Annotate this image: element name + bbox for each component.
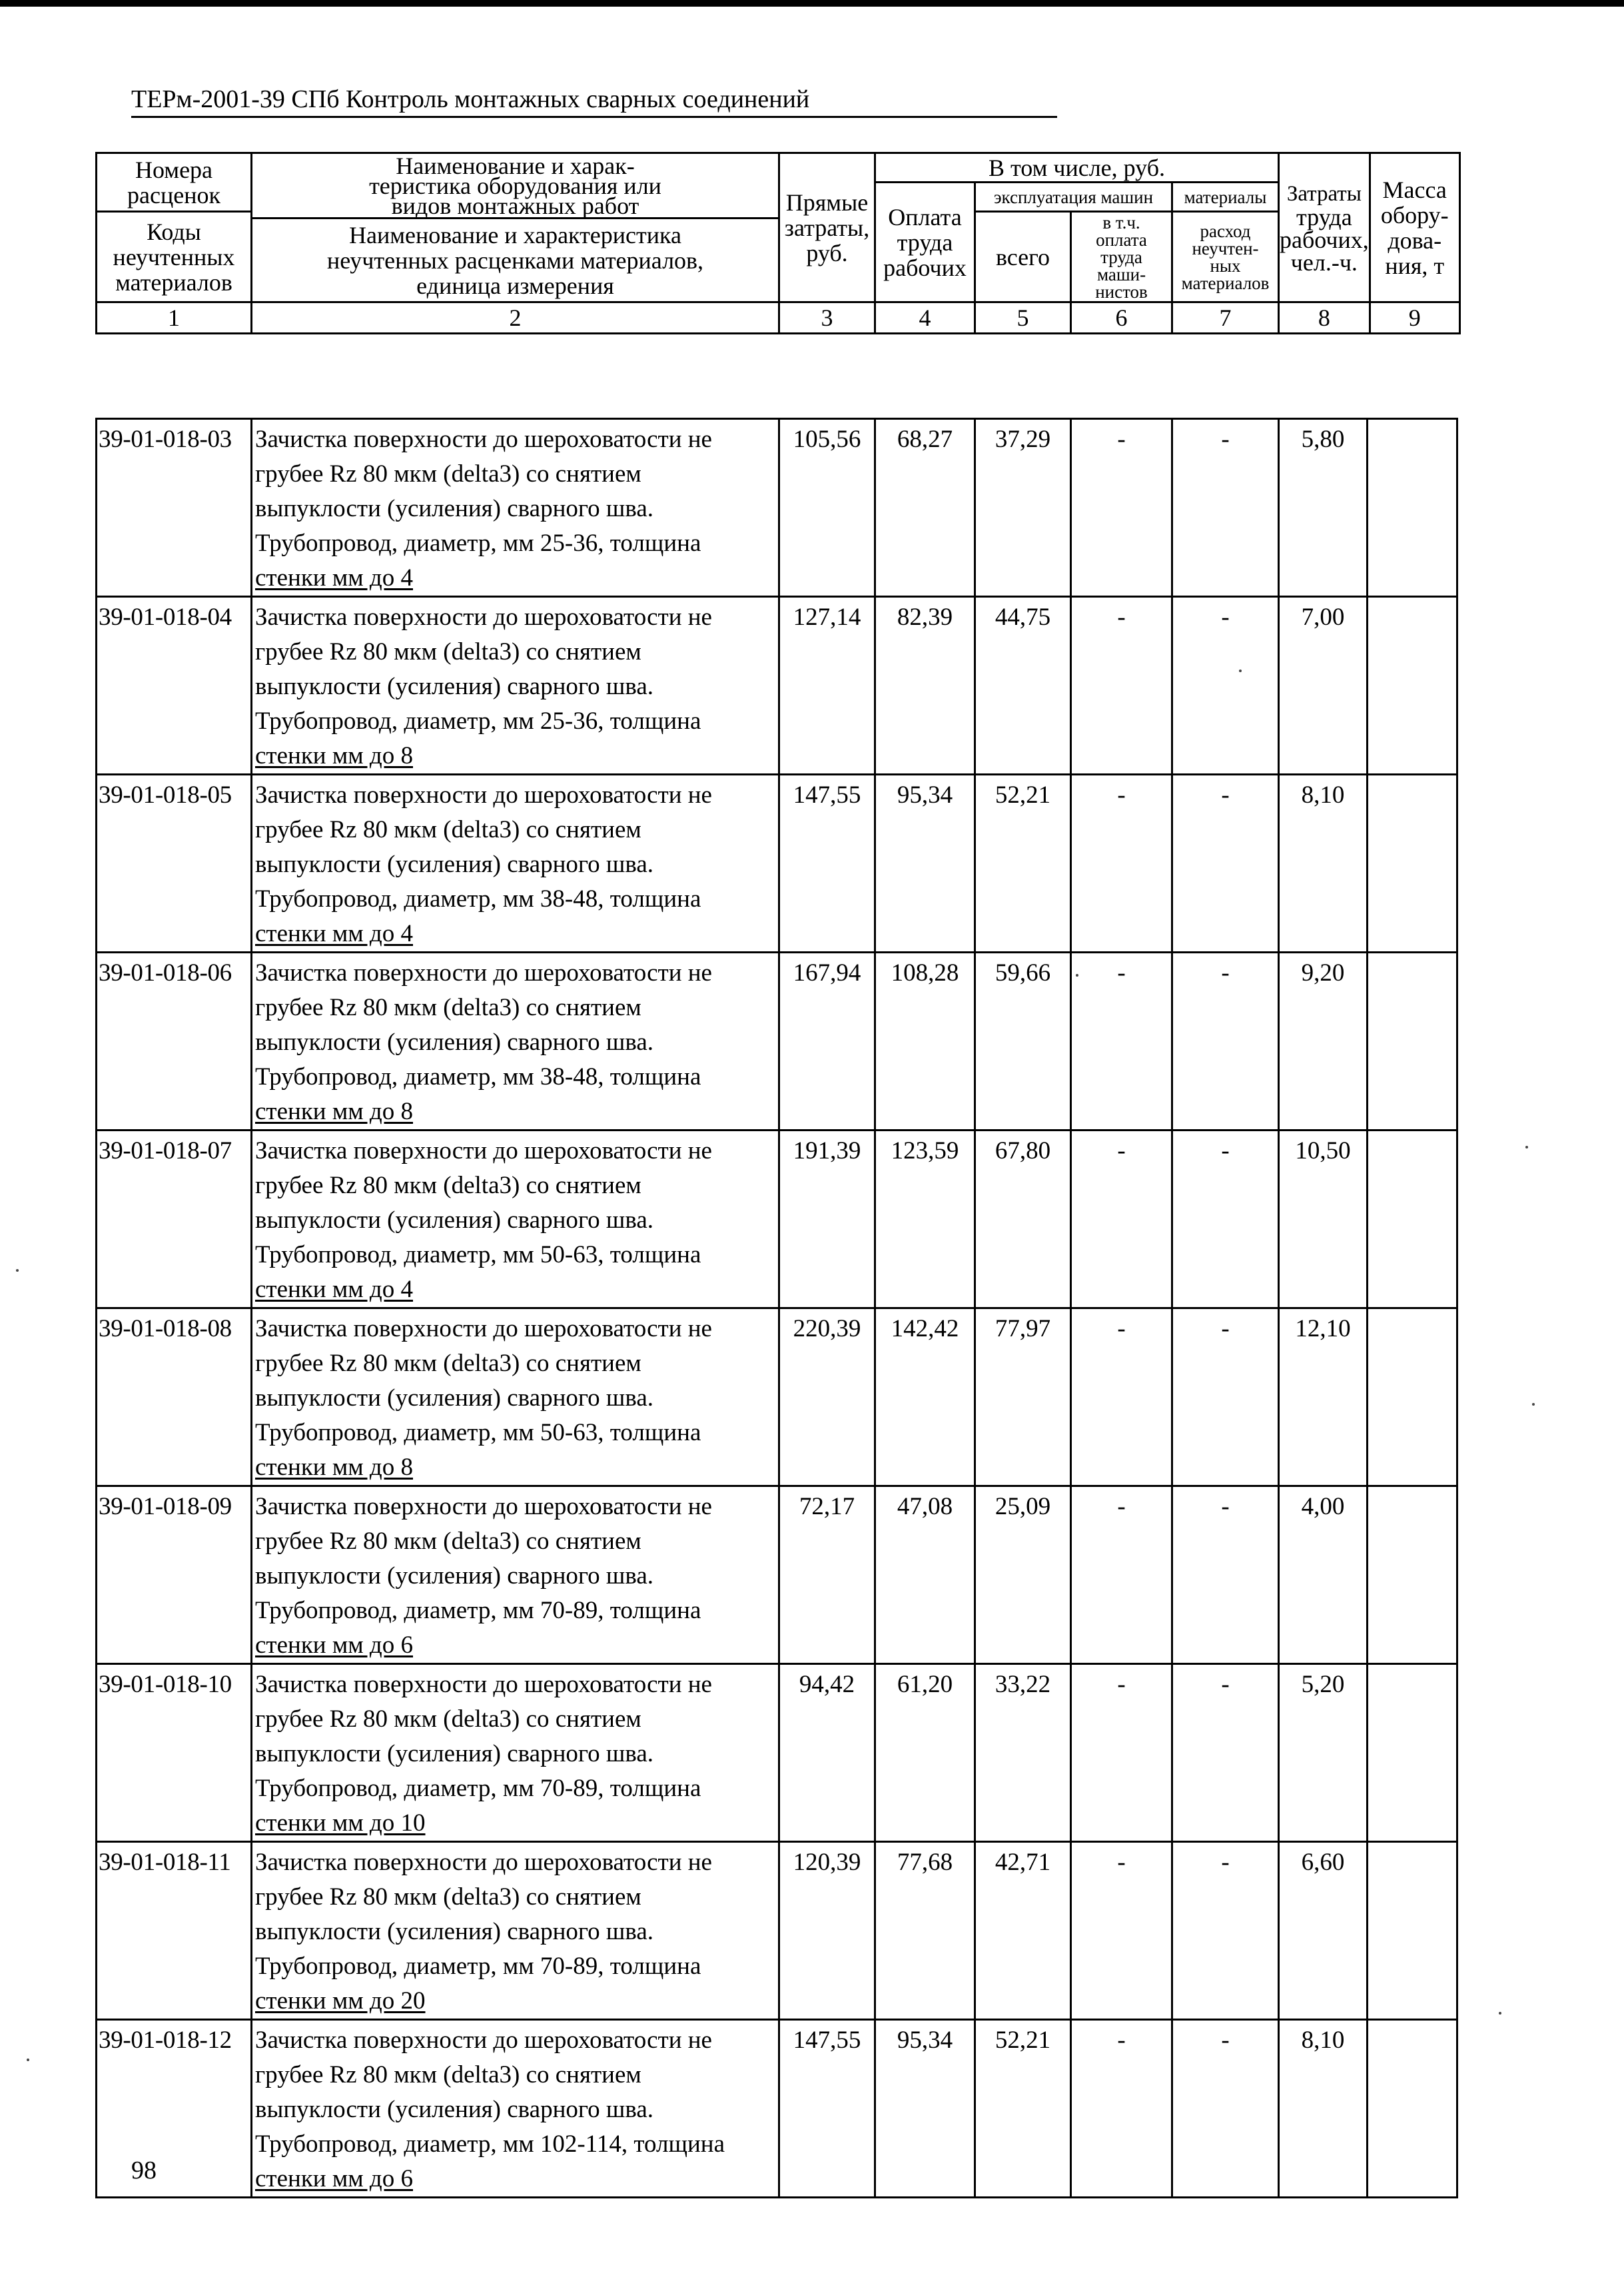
labor-pay: 68,27 <box>875 419 975 597</box>
labor-pay: 95,34 <box>875 775 975 953</box>
header-col3: Прямые затраты, руб. <box>779 153 875 302</box>
equipment-mass <box>1368 1131 1457 1308</box>
operators-pay: - <box>1071 1131 1172 1308</box>
equipment-mass <box>1368 1842 1457 2020</box>
equipment-mass <box>1368 1486 1457 1664</box>
rate-code: 39-01-018-10 <box>97 1664 252 1842</box>
rate-code: 39-01-018-11 <box>97 1842 252 2020</box>
operators-pay: - <box>1071 1308 1172 1486</box>
rate-code: 39-01-018-03 <box>97 419 252 597</box>
labor-pay: 142,42 <box>875 1308 975 1486</box>
table-row <box>97 419 1457 597</box>
header-col1-bottom: Коды неучтенных материалов <box>97 212 252 302</box>
materials-use: - <box>1172 1842 1279 2020</box>
header-col9: Масса обору- дова- ния, т <box>1370 153 1459 302</box>
labor-pay: 61,20 <box>875 1664 975 1842</box>
equipment-mass <box>1368 775 1457 953</box>
direct-costs: 127,14 <box>779 597 875 775</box>
machines-total: 52,21 <box>975 2020 1071 2198</box>
labor-hours: 7,00 <box>1279 597 1368 775</box>
labor-pay: 82,39 <box>875 597 975 775</box>
header-col6: в т.ч. оплата труда маши- нистов <box>1071 212 1172 302</box>
machines-total: 59,66 <box>975 953 1071 1131</box>
direct-costs: 120,39 <box>779 1842 875 2020</box>
table-row <box>97 953 1457 1131</box>
table-row <box>97 1842 1457 2020</box>
labor-pay: 123,59 <box>875 1131 975 1308</box>
machines-total: 42,71 <box>975 1842 1071 2020</box>
rate-description: Зачистка поверхности до шероховатости не грубее Rz 80 мкм (delta3) со снятием выпуклости (усиления) сварного шва. Трубопровод, диаметр, мм 50-63, толщина стенки мм до 4 <box>252 1131 779 1308</box>
rate-description: Зачистка поверхности до шероховатости не грубее Rz 80 мкм (delta3) со снятием выпуклости (усиления) сварного шва. Трубопровод, диаметр, мм 25-36, толщина стенки мм до 8 <box>252 597 779 775</box>
header-col8: Затраты труда рабочих, чел.-ч. <box>1279 153 1370 302</box>
materials-use: - <box>1172 1308 1279 1486</box>
header-num-2: 2 <box>252 302 779 334</box>
materials-use: - <box>1172 597 1279 775</box>
labor-hours: 5,80 <box>1279 419 1368 597</box>
rate-description: Зачистка поверхности до шероховатости не грубее Rz 80 мкм (delta3) со снятием выпуклости (усиления) сварного шва. Трубопровод, диаметр, мм 50-63, толщина стенки мм до 8 <box>252 1308 779 1486</box>
machines-total: 25,09 <box>975 1486 1071 1664</box>
direct-costs: 147,55 <box>779 2020 875 2198</box>
header-col1-top: Номера расценок <box>97 153 252 212</box>
operators-pay: - <box>1071 419 1172 597</box>
operators-pay: - <box>1071 597 1172 775</box>
table-row <box>97 1131 1457 1308</box>
materials-use: - <box>1172 419 1279 597</box>
machines-total: 77,97 <box>975 1308 1071 1486</box>
rate-description: Зачистка поверхности до шероховатости не грубее Rz 80 мкм (delta3) со снятием выпуклости (усиления) сварного шва. Трубопровод, диаметр, мм 38-48, толщина стенки мм до 8 <box>252 953 779 1131</box>
header-table <box>95 152 1461 334</box>
header-num-8: 8 <box>1279 302 1370 334</box>
materials-use: - <box>1172 775 1279 953</box>
materials-use: - <box>1172 1486 1279 1664</box>
top-scan-rule <box>0 0 1624 7</box>
document-title: ТЕРм-2001-39 СПб Контроль монтажных сварных соединений <box>131 84 1057 118</box>
labor-hours: 9,20 <box>1279 953 1368 1131</box>
rate-code: 39-01-018-05 <box>97 775 252 953</box>
scan-speck <box>1532 1403 1535 1406</box>
operators-pay: - <box>1071 2020 1172 2198</box>
scan-speck <box>27 2059 29 2061</box>
scan-speck <box>1239 670 1242 672</box>
operators-pay: - <box>1071 1486 1172 1664</box>
machines-total: 67,80 <box>975 1131 1071 1308</box>
materials-use: - <box>1172 2020 1279 2198</box>
materials-use: - <box>1172 1664 1279 1842</box>
materials-use: - <box>1172 953 1279 1131</box>
machines-total: 33,22 <box>975 1664 1071 1842</box>
header-num-6: 6 <box>1071 302 1172 334</box>
labor-hours: 8,10 <box>1279 2020 1368 2198</box>
table-row <box>97 2020 1457 2198</box>
scan-speck <box>1499 2012 1501 2015</box>
direct-costs: 167,94 <box>779 953 875 1131</box>
header-num-7: 7 <box>1172 302 1279 334</box>
header-num-1: 1 <box>97 302 252 334</box>
direct-costs: 220,39 <box>779 1308 875 1486</box>
labor-pay: 95,34 <box>875 2020 975 2198</box>
header-col2-top: Наименование и харак- теристика оборудования или видов монтажных работ <box>252 153 779 219</box>
table-row <box>97 597 1457 775</box>
rate-description: Зачистка поверхности до шероховатости не грубее Rz 80 мкм (delta3) со снятием выпуклости (усиления) сварного шва. Трубопровод, диаметр, мм 70-89, толщина стенки мм до 6 <box>252 1486 779 1664</box>
header-num-3: 3 <box>779 302 875 334</box>
header-col7: расход неучтен- ных материалов <box>1172 212 1279 302</box>
header-num-4: 4 <box>875 302 975 334</box>
rates-table <box>95 418 1458 2198</box>
rate-description: Зачистка поверхности до шероховатости не грубее Rz 80 мкм (delta3) со снятием выпуклости (усиления) сварного шва. Трубопровод, диаметр, мм 102-114, толщина стенки мм до 6 <box>252 2020 779 2198</box>
rate-code: 39-01-018-09 <box>97 1486 252 1664</box>
direct-costs: 147,55 <box>779 775 875 953</box>
rate-code: 39-01-018-12 <box>97 2020 252 2198</box>
labor-hours: 4,00 <box>1279 1486 1368 1664</box>
scan-speck <box>16 1269 19 1272</box>
equipment-mass <box>1368 597 1457 775</box>
direct-costs: 72,17 <box>779 1486 875 1664</box>
machines-total: 37,29 <box>975 419 1071 597</box>
machines-total: 52,21 <box>975 775 1071 953</box>
table-row <box>97 1664 1457 1842</box>
direct-costs: 94,42 <box>779 1664 875 1842</box>
operators-pay: - <box>1071 953 1172 1131</box>
rate-description: Зачистка поверхности до шероховатости не грубее Rz 80 мкм (delta3) со снятием выпуклости (усиления) сварного шва. Трубопровод, диаметр, мм 38-48, толщина стенки мм до 4 <box>252 775 779 953</box>
header-machines-title: эксплуатация машин <box>975 183 1172 212</box>
table-row <box>97 775 1457 953</box>
labor-pay: 77,68 <box>875 1842 975 2020</box>
rate-description: Зачистка поверхности до шероховатости не грубее Rz 80 мкм (delta3) со снятием выпуклости (усиления) сварного шва. Трубопровод, диаметр, мм 70-89, толщина стенки мм до 20 <box>252 1842 779 2020</box>
operators-pay: - <box>1071 1664 1172 1842</box>
labor-hours: 12,10 <box>1279 1308 1368 1486</box>
rate-description: Зачистка поверхности до шероховатости не грубее Rz 80 мкм (delta3) со снятием выпуклости (усиления) сварного шва. Трубопровод, диаметр, мм 70-89, толщина стенки мм до 10 <box>252 1664 779 1842</box>
equipment-mass <box>1368 2020 1457 2198</box>
equipment-mass <box>1368 953 1457 1131</box>
labor-hours: 6,60 <box>1279 1842 1368 2020</box>
scan-speck <box>1076 974 1078 977</box>
page-number: 98 <box>131 2156 157 2184</box>
rate-code: 39-01-018-07 <box>97 1131 252 1308</box>
labor-hours: 10,50 <box>1279 1131 1368 1308</box>
labor-hours: 5,20 <box>1279 1664 1368 1842</box>
machines-total: 44,75 <box>975 597 1071 775</box>
header-col5: всего <box>975 212 1071 302</box>
header-num-5: 5 <box>975 302 1071 334</box>
header-materials-title: материалы <box>1172 183 1279 212</box>
header-group-title: В том числе, руб. <box>875 153 1279 183</box>
rate-code: 39-01-018-06 <box>97 953 252 1131</box>
rate-code: 39-01-018-08 <box>97 1308 252 1486</box>
direct-costs: 105,56 <box>779 419 875 597</box>
equipment-mass <box>1368 1664 1457 1842</box>
scan-speck <box>1525 1146 1528 1148</box>
rate-code: 39-01-018-04 <box>97 597 252 775</box>
labor-pay: 47,08 <box>875 1486 975 1664</box>
operators-pay: - <box>1071 1842 1172 2020</box>
operators-pay: - <box>1071 775 1172 953</box>
labor-pay: 108,28 <box>875 953 975 1131</box>
labor-hours: 8,10 <box>1279 775 1368 953</box>
header-col4: Оплата труда рабочих <box>875 183 975 302</box>
table-row <box>97 1308 1457 1486</box>
table-row <box>97 1486 1457 1664</box>
equipment-mass <box>1368 419 1457 597</box>
header-col2-bottom: Наименование и характеристика неучтенных расценками материалов, единица измерения <box>252 219 779 302</box>
materials-use: - <box>1172 1131 1279 1308</box>
rate-description: Зачистка поверхности до шероховатости не грубее Rz 80 мкм (delta3) со снятием выпуклости (усиления) сварного шва. Трубопровод, диаметр, мм 25-36, толщина стенки мм до 4 <box>252 419 779 597</box>
header-num-9: 9 <box>1370 302 1459 334</box>
equipment-mass <box>1368 1308 1457 1486</box>
direct-costs: 191,39 <box>779 1131 875 1308</box>
